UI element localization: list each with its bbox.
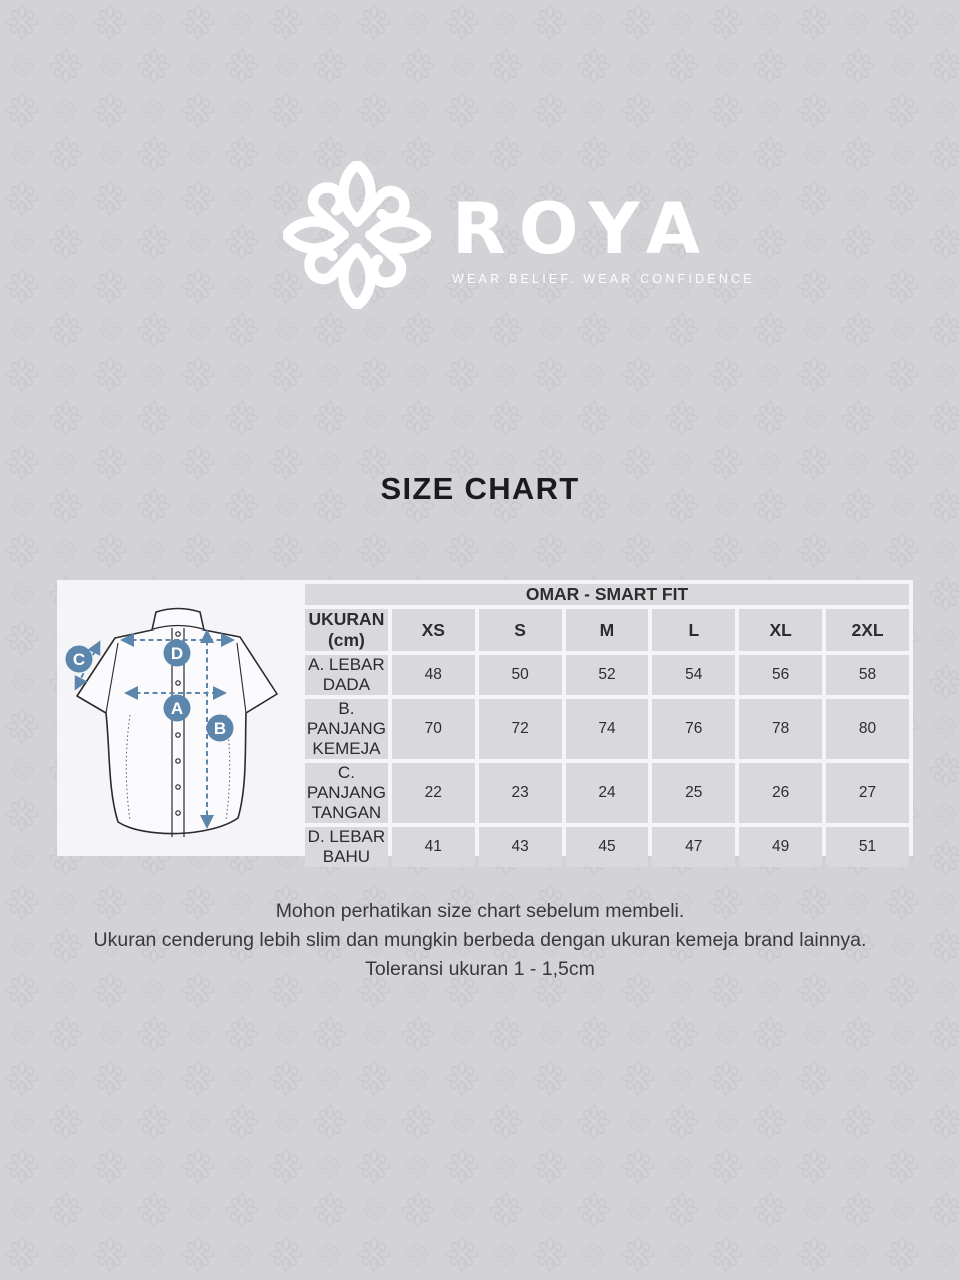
- shirt-measurement-diagram: [57, 580, 301, 856]
- footer-note: [0, 897, 960, 984]
- size-column-header-xl: XL: [739, 609, 822, 651]
- cell-value: 45: [566, 827, 649, 867]
- cell-value: 47: [652, 827, 735, 867]
- cell-value: 52: [566, 655, 649, 695]
- cell-value: 22: [392, 763, 475, 823]
- cell-value: 76: [652, 699, 735, 759]
- size-table: [301, 580, 913, 871]
- size-column-header-xs: XS: [392, 609, 475, 651]
- footer-line-1: Mohon perhatikan size chart sebelum membeli.: [275, 900, 685, 922]
- footer-line-3: Toleransi ukuran 1 - 1,5cm: [365, 958, 595, 980]
- size-column-header-m: M: [566, 609, 649, 651]
- cell-value: 74: [566, 699, 649, 759]
- cell-value: 72: [479, 699, 562, 759]
- size-column-header-2xl: 2XL: [826, 609, 909, 651]
- measurement-label-c: C: [72, 650, 86, 669]
- row-label-lebar-bahu: D. LEBAR BAHU: [305, 827, 388, 867]
- table-row: [305, 699, 909, 759]
- cell-value: 56: [739, 655, 822, 695]
- brand-tagline: WEAR BELIEF. WEAR CONFIDENCE: [452, 272, 755, 286]
- cell-value: 80: [826, 699, 909, 759]
- brand-lockup: [452, 188, 755, 286]
- row-label-lebar-dada: A. LEBAR DADA: [305, 655, 388, 695]
- size-column-header-s: S: [479, 609, 562, 651]
- row-label-panjang-kemeja: B. PANJANG KEMEJA: [306, 699, 386, 758]
- cell-value: 54: [652, 655, 735, 695]
- brand-logo-motif-icon: [283, 161, 431, 309]
- cell-value: 25: [652, 763, 735, 823]
- footer-line-2: Ukuran cenderung lebih slim dan mungkin berbeda dengan ukuran kemeja brand lainnya.: [93, 929, 867, 951]
- product-title-cell: OMAR - SMART FIT: [305, 584, 909, 605]
- cell-value: 50: [479, 655, 562, 695]
- cell-value: 70: [392, 699, 475, 759]
- cell-value: 51: [826, 827, 909, 867]
- cell-value: 27: [826, 763, 909, 823]
- cell-value: 41: [392, 827, 475, 867]
- cell-value: 43: [479, 827, 562, 867]
- size-chart-panel: [57, 580, 913, 866]
- measurement-label-b: B: [213, 719, 227, 738]
- cell-value: 58: [826, 655, 909, 695]
- unit-header-cell: UKURAN (cm): [305, 609, 388, 651]
- table-row: [305, 655, 909, 695]
- cell-value: 24: [566, 763, 649, 823]
- shirt-diagram-svg: [57, 580, 301, 856]
- cell-value: 48: [392, 655, 475, 695]
- measurement-label-d: D: [170, 644, 184, 663]
- cell-value: 78: [739, 699, 822, 759]
- table-row: [305, 827, 909, 867]
- measurement-label-a: A: [170, 699, 184, 718]
- cell-value: 49: [739, 827, 822, 867]
- row-label-panjang-tangan: C. PANJANG TANGAN: [306, 763, 386, 822]
- size-column-header-l: L: [652, 609, 735, 651]
- page-title: SIZE CHART: [380, 471, 580, 506]
- table-row: [305, 763, 909, 823]
- cell-value: 26: [739, 763, 822, 823]
- cell-value: 23: [479, 763, 562, 823]
- brand-name: ROYA: [452, 188, 714, 270]
